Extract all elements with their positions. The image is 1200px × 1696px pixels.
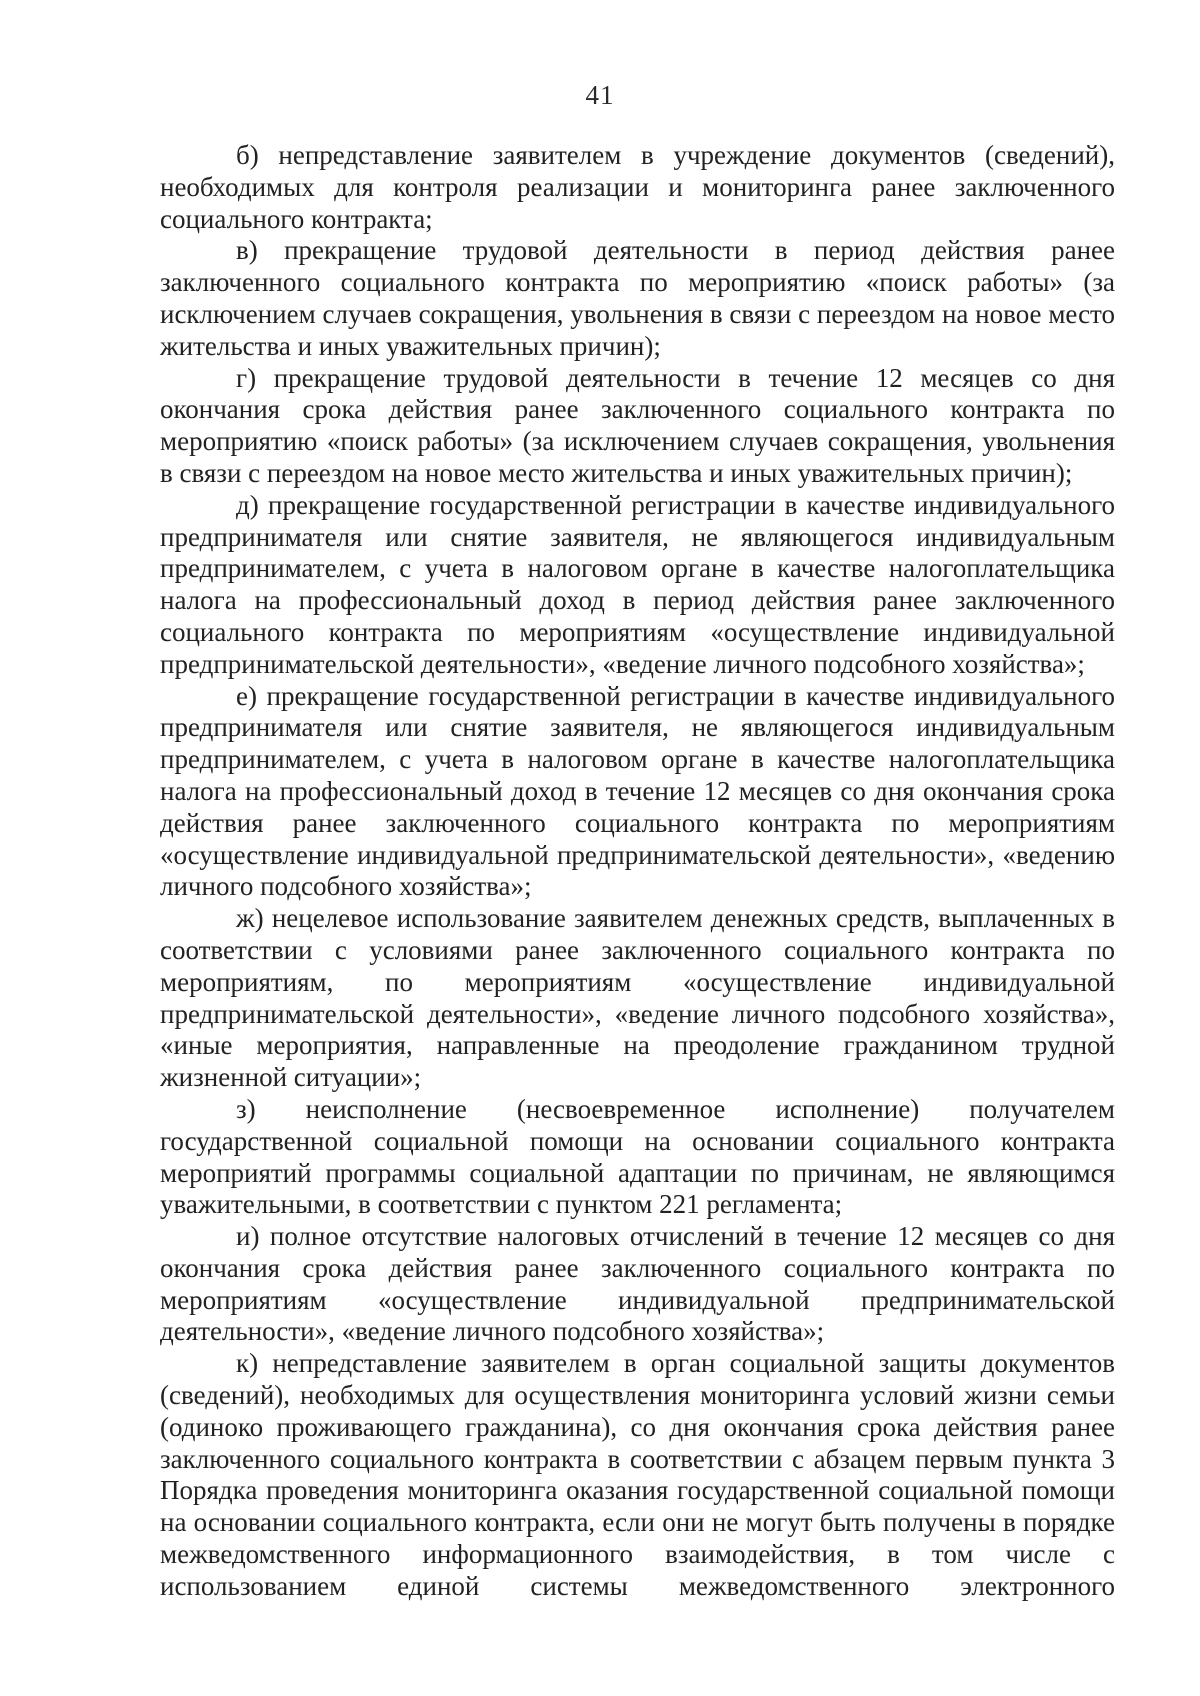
- paragraph-d: д) прекращение государственной регистрации в качестве индивидуального предпринимателя или снятие заявителя, не являющегося индивидуальным предпринимателем, с учета в налоговом органе в качестве налогоплательщика налога на профессиональный доход в период действия ранее заключенного социального контракта по мероприятиям «осуществление индивидуальной предпринимательской деятельности», «ведение личного подсобного хозяйства»;: [160, 489, 1115, 679]
- paragraph-i: и) полное отсутствие налоговых отчислений в течение 12 месяцев со дня окончания срока действия ранее заключенного социального контракта по мероприятиям «осуществление индивидуальной предпринимательской деятельности», «ведение личного подсобного хозяйства»;: [160, 1221, 1115, 1347]
- paragraph-zh: ж) нецелевое использование заявителем денежных средств, выплаченных в соответствии с условиями ранее заключенного социального контракта по мероприятиям, по мероприятиям «осуществление индивидуальной предпринимательской деятельности», «ведение личного подсобного хозяйства», «иные мероприятия, направленные на преодоление гражданином трудной жизненной ситуации»;: [160, 903, 1115, 1093]
- paragraph-k: к) непредставление заявителем в орган социальной защиты документов (сведений), необходимых для осуществления мониторинга условий жизни семьи (одиноко проживающего гражданина), со дня окончания срока действия ранее заключенного социального контракта в соответствии с абзацем первым пункта 3 Порядка проведения мониторинга оказания государственной социальной помощи на основании социального контракта, если они не могут быть получены в порядке межведомственного информационного взаимодействия, в том числе с использованием единой системы межведомственного электронного: [160, 1348, 1115, 1601]
- paragraph-v: в) прекращение трудовой деятельности в период действия ранее заключенного социального контракта по мероприятию «поиск работы» (за исключением случаев сокращения, увольнения в связи с переездом на новое место жительства и иных уважительных причин);: [160, 235, 1115, 361]
- paragraph-g: г) прекращение трудовой деятельности в течение 12 месяцев со дня окончания срока действия ранее заключенного социального контракта по мероприятию «поиск работы» (за исключением случаев сокращения, увольнения в связи с переездом на новое место жительства и иных уважительных причин);: [160, 362, 1115, 488]
- document-body: [160, 140, 1115, 1603]
- paragraph-b: б) непредставление заявителем в учреждение документов (сведений), необходимых для контроля реализации и мониторинга ранее заключенного социального контракта;: [160, 140, 1115, 234]
- page-number: 41: [585, 80, 615, 110]
- paragraph-e: е) прекращение государственной регистрации в качестве индивидуального предпринимателя или снятие заявителя, не являющегося индивидуальным предпринимателем, с учета в налоговом органе в качестве налогоплательщика налога на профессиональный доход в течение 12 месяцев со дня окончания срока действия ранее заключенного социального контракта по мероприятиям «осуществление индивидуальной предпринимательской деятельности», «ведению личного подсобного хозяйства»;: [160, 680, 1115, 902]
- paragraph-z: з) неисполнение (несвоевременное исполнение) получателем государственной социальной помощи на основании социального контракта мероприятий программы социальной адаптации по причинам, не являющимся уважительными, в соответствии с пунктом 221 регламента;: [160, 1093, 1115, 1220]
